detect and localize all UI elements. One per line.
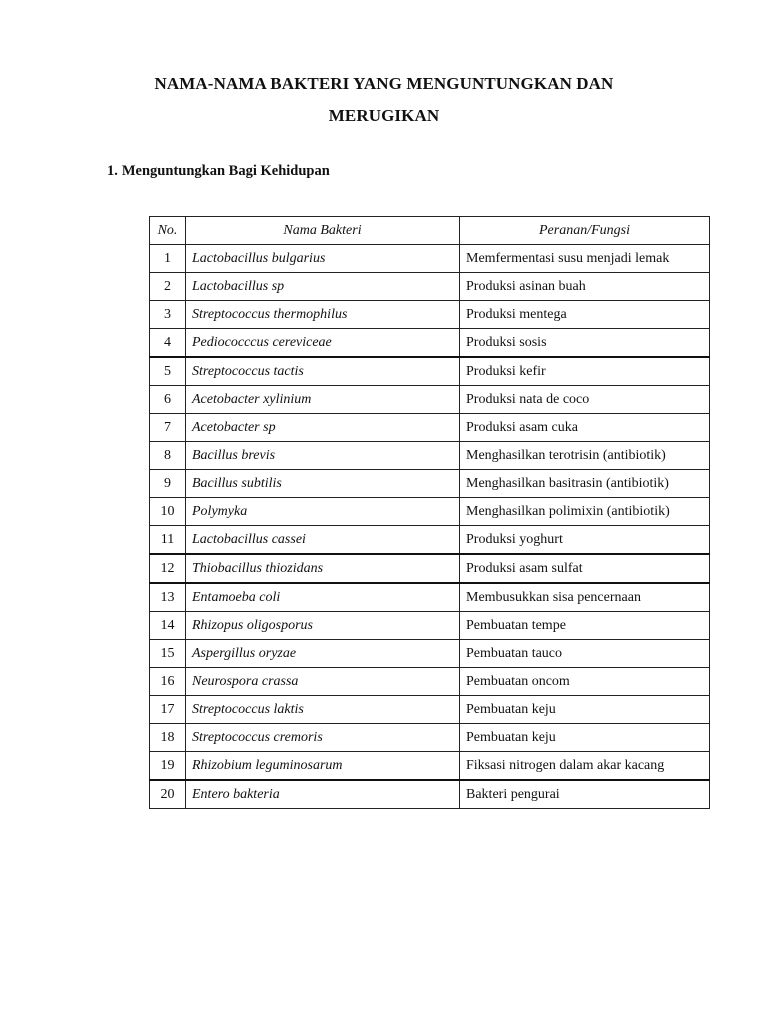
table-row (150, 612, 710, 640)
row-number: 12 (150, 554, 186, 583)
row-number: 19 (150, 752, 186, 781)
table-row (150, 696, 710, 724)
bacteria-name: Bacillus subtilis (186, 470, 460, 498)
table-row (150, 470, 710, 498)
bacteria-function: Produksi mentega (460, 301, 710, 329)
row-number: 13 (150, 583, 186, 612)
bacteria-name: Rhizopus oligosporus (186, 612, 460, 640)
bacteria-name: Streptococcus laktis (186, 696, 460, 724)
header-function: Peranan/Fungsi (460, 217, 710, 245)
bacteria-name: Acetobacter xylinium (186, 386, 460, 414)
header-bacteria-name: Nama Bakteri (186, 217, 460, 245)
table-row (150, 245, 710, 273)
bacteria-function: Produksi asam sulfat (460, 554, 710, 583)
table-row (150, 780, 710, 809)
bacteria-name: Acetobacter sp (186, 414, 460, 442)
table-row (150, 583, 710, 612)
header-no: No. (150, 217, 186, 245)
bacteria-name: Entamoeba coli (186, 583, 460, 612)
bacteria-function: Membusukkan sisa pencernaan (460, 583, 710, 612)
bacteria-function: Pembuatan tempe (460, 612, 710, 640)
table-row (150, 668, 710, 696)
table-row (150, 386, 710, 414)
bacteria-name: Streptococcus thermophilus (186, 301, 460, 329)
bacteria-name: Neurospora crassa (186, 668, 460, 696)
row-number: 10 (150, 498, 186, 526)
row-number: 6 (150, 386, 186, 414)
document-title-line-1: NAMA-NAMA BAKTERI YANG MENGUNTUNGKAN DAN (154, 74, 614, 93)
bacteria-function: Produksi nata de coco (460, 386, 710, 414)
table-row (150, 301, 710, 329)
document-title-line-2: MERUGIKAN (328, 106, 440, 125)
bacteria-name: Rhizobium leguminosarum (186, 752, 460, 781)
bacteria-name: Streptococcus cremoris (186, 724, 460, 752)
table-row (150, 752, 710, 781)
section-number: 1. (107, 163, 118, 179)
bacteria-name: Streptococcus tactis (186, 357, 460, 386)
bacteria-name: Bacillus brevis (186, 442, 460, 470)
bacteria-function: Produksi yoghurt (460, 526, 710, 555)
table-row (150, 498, 710, 526)
bacteria-function: Bakteri pengurai (460, 780, 710, 809)
bacteria-table (149, 216, 710, 809)
row-number: 2 (150, 273, 186, 301)
bacteria-function: Pembuatan tauco (460, 640, 710, 668)
table-row (150, 273, 710, 301)
bacteria-function: Pembuatan oncom (460, 668, 710, 696)
bacteria-name: Aspergillus oryzae (186, 640, 460, 668)
row-number: 11 (150, 526, 186, 555)
row-number: 3 (150, 301, 186, 329)
section-heading-text: Menguntungkan Bagi Kehidupan (121, 163, 330, 179)
row-number: 17 (150, 696, 186, 724)
row-number: 1 (150, 245, 186, 273)
bacteria-name: Thiobacillus thiozidans (186, 554, 460, 583)
bacteria-name: Lactobacillus bulgarius (186, 245, 460, 273)
table-row (150, 724, 710, 752)
row-number: 9 (150, 470, 186, 498)
row-number: 18 (150, 724, 186, 752)
table-body (150, 245, 710, 809)
table-row (150, 442, 710, 470)
table-row (150, 526, 710, 555)
row-number: 8 (150, 442, 186, 470)
table-row (150, 554, 710, 583)
bacteria-function: Produksi asinan buah (460, 273, 710, 301)
row-number: 4 (150, 329, 186, 358)
bacteria-name: Pediococccus cereviceae (186, 329, 460, 358)
bacteria-function: Produksi asam cuka (460, 414, 710, 442)
table-row (150, 329, 710, 358)
bacteria-function: Fiksasi nitrogen dalam akar kacang (460, 752, 710, 781)
bacteria-name: Lactobacillus cassei (186, 526, 460, 555)
table-row (150, 640, 710, 668)
table-row (150, 357, 710, 386)
row-number: 14 (150, 612, 186, 640)
bacteria-function: Produksi kefir (460, 357, 710, 386)
row-number: 20 (150, 780, 186, 809)
row-number: 5 (150, 357, 186, 386)
bacteria-function: Menghasilkan terotrisin (antibiotik) (460, 442, 710, 470)
bacteria-name: Lactobacillus sp (186, 273, 460, 301)
row-number: 16 (150, 668, 186, 696)
bacteria-function: Memfermentasi susu menjadi lemak (460, 245, 710, 273)
bacteria-function: Produksi sosis (460, 329, 710, 358)
row-number: 7 (150, 414, 186, 442)
bacteria-function: Menghasilkan polimixin (antibiotik) (460, 498, 710, 526)
bacteria-name: Entero bakteria (186, 780, 460, 809)
table-row (150, 414, 710, 442)
bacteria-name: Polymyka (186, 498, 460, 526)
section-heading (107, 163, 330, 180)
bacteria-function: Menghasilkan basitrasin (antibiotik) (460, 470, 710, 498)
table-header-row (150, 217, 710, 245)
bacteria-function: Pembuatan keju (460, 724, 710, 752)
row-number: 15 (150, 640, 186, 668)
bacteria-function: Pembuatan keju (460, 696, 710, 724)
